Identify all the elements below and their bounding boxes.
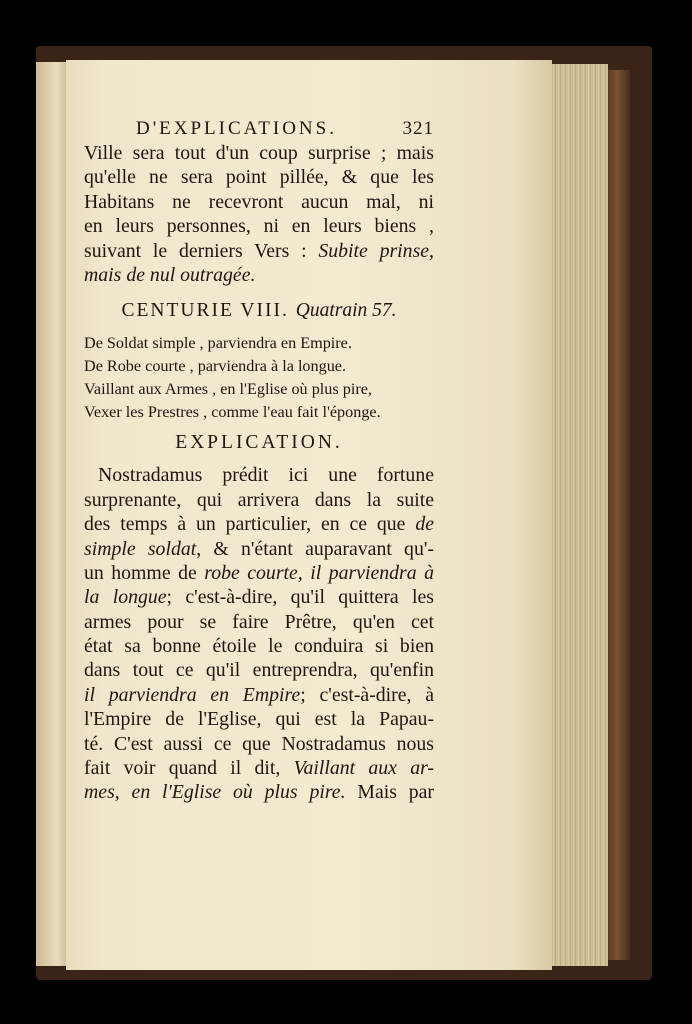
text-line: té. C'est aussi ce que Nostradamus nous [84, 732, 434, 755]
paragraph-1 [84, 142, 434, 288]
text-span: un homme de [84, 561, 205, 584]
text-line [84, 586, 434, 610]
text-line: l'Empire de l'Eglise, qui est la Papau- [84, 708, 434, 731]
italic-text: mes, en l'Eglise où plus pire. [84, 781, 346, 804]
page-block-edges [552, 64, 608, 966]
text-line: Habitans ne recevront aucun mal, ni [84, 190, 434, 213]
page-text [84, 118, 434, 806]
italic-text: simple soldat [84, 537, 197, 560]
running-header [84, 118, 434, 142]
text-line: Vaillant aux Armes , en l'Eglise où plus pire, [84, 380, 372, 399]
italic-text: mais de nul outragée. [84, 263, 256, 286]
text-span: des temps à un particulier, en ce que [84, 513, 416, 536]
text-line: Ville sera tout d'un coup surprise ; mais [84, 142, 434, 164]
text-line: Vexer les Prestres , comme l'eau fait l'éponge. [84, 403, 381, 422]
text-span: ; c'est-à-dire, à [300, 683, 435, 706]
italic-text: Subite prinse, [318, 239, 434, 262]
text-span: suivant le derniers Vers : [84, 239, 319, 262]
text-line [84, 781, 434, 805]
text-line [84, 684, 434, 708]
italic-text: robe courte, il parviendra à [204, 561, 434, 584]
cover-spine-edge [608, 70, 630, 960]
text-line [84, 264, 434, 288]
running-title: D'EXPLICATIONS. [136, 118, 337, 139]
text-line [84, 240, 434, 264]
italic-text: de [415, 513, 434, 536]
text-line: Nostradamus prédit ici une fortune [98, 464, 434, 487]
italic-text: il parviendra en Empire [84, 683, 301, 706]
text-span: Mais par [345, 781, 435, 804]
italic-text: la longue [84, 586, 167, 609]
page-number: 321 [402, 118, 434, 139]
text-line: De Soldat simple , parviendra en Empire. [84, 334, 352, 353]
left-page-edge [36, 62, 66, 966]
text-line: surprenante, qui arrivera dans la suite [84, 488, 434, 511]
text-line: qu'elle ne sera point pillée, & que les [84, 166, 434, 189]
century-label: CENTURIE VIII. [121, 300, 289, 322]
explication-heading: EXPLICATION. [175, 432, 343, 454]
text-line: De Robe courte , parviendra à la longue. [84, 357, 347, 376]
quatrain-verses [84, 334, 434, 426]
text-line [84, 538, 434, 562]
text-line: dans tout ce qu'il entreprendra, qu'enfin [84, 659, 434, 682]
text-line [84, 562, 434, 586]
text-span: ; c'est-à-dire, qu'il quittera les [166, 586, 434, 609]
text-line: en leurs personnes, ni en leurs biens , [84, 215, 434, 238]
text-line: armes pour se faire Prêtre, qu'en cet [84, 610, 434, 633]
section-heading [84, 288, 434, 334]
quatrain-label: Quatrain 57. [295, 300, 397, 322]
text-line [84, 757, 434, 781]
text-line [84, 513, 434, 537]
italic-text: Vaillant aux ar- [293, 757, 434, 780]
text-span: fait voir quand il dit, [84, 757, 294, 780]
text-span: , & n'étant auparavant qu'- [196, 537, 434, 560]
paragraph-2 [84, 464, 434, 805]
text-line: état sa bonne étoile le conduira si bien [84, 635, 434, 658]
